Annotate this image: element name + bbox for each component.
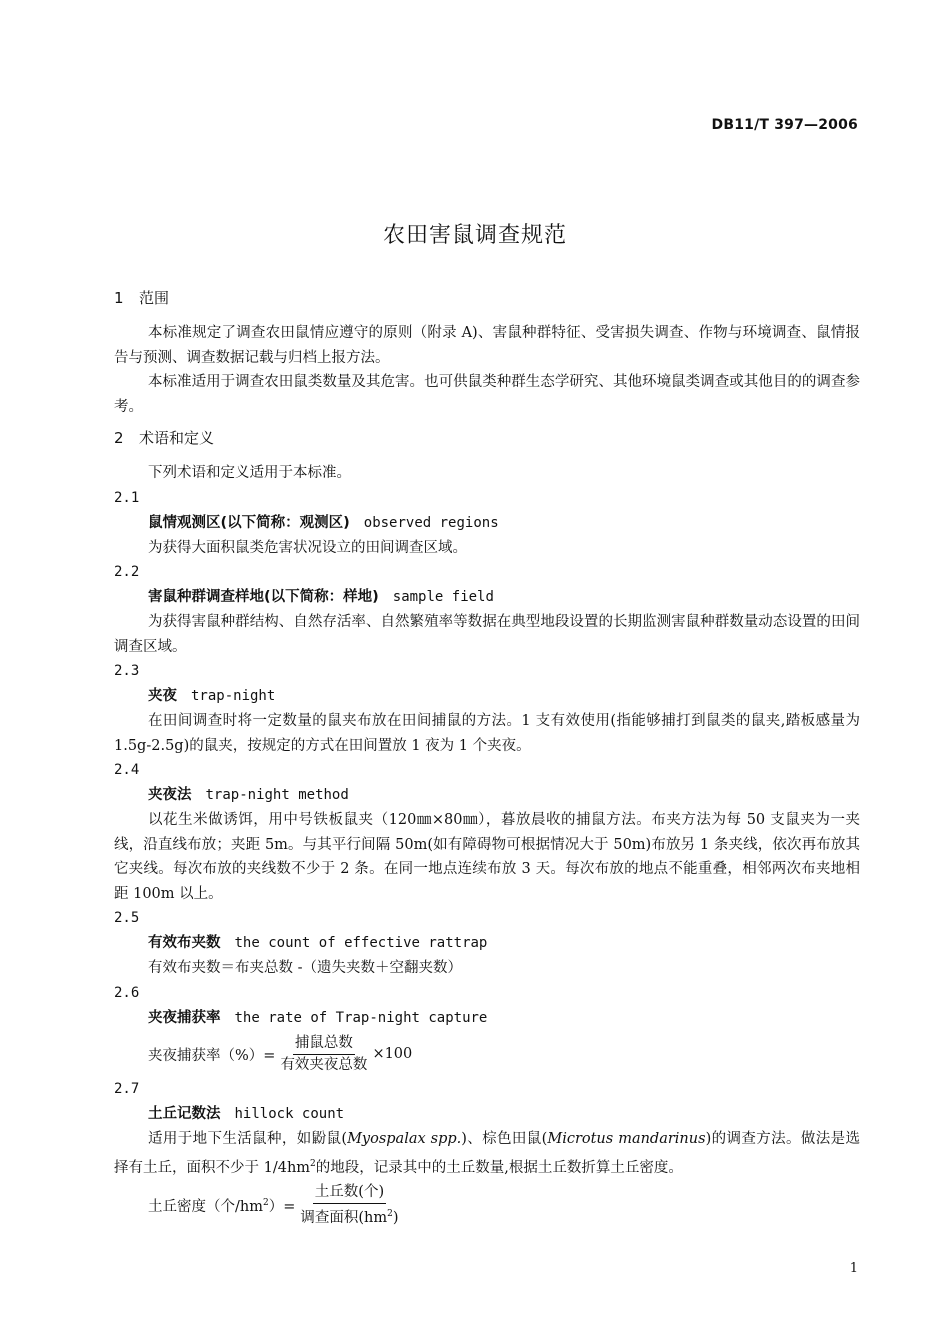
term-heading: [114, 684, 860, 709]
fraction: [298, 1183, 400, 1228]
term-zh: 夹夜法: [148, 787, 192, 803]
fraction-denominator: 调查面积$(hm^2)$: [300, 1209, 399, 1227]
hillock-density-formula: [114, 1180, 860, 1232]
section-title: 术语和定义: [139, 429, 215, 447]
section-number: 1: [114, 289, 124, 307]
term-zh: 有效布夹数: [148, 935, 221, 951]
term-zh: 土丘记数法: [148, 1106, 221, 1122]
term-zh: 夹夜捕获率: [148, 1010, 221, 1026]
term-number: 2.3: [114, 663, 140, 679]
term-definition: 以花生米做诱饵，用中号铁板鼠夹（120㎜×80㎜），暮放晨收的捕鼠方法。布夹方法为每 50 支鼠夹为一夹线，沿直线布放；夹距 5m。与其平行间隔 50m(如有障碍物可根据情况大于 50m)布放另 1 条夹线，依次再布放其它夹线。每次布放的夹线数不少于 2 条。在同一地点连续布放 3 天。每次布放的地点不能重叠，相邻两次布夹地相距 100m 以上。: [114, 812, 860, 902]
section-number: 2: [114, 429, 124, 447]
term-zh: 害鼠种群调查样地(以下简称：样地): [148, 589, 379, 605]
page-number: 1: [849, 1261, 858, 1276]
formula-left: 土丘密度（个$/hm^2)=$: [148, 1198, 296, 1216]
term-en: sample field: [392, 589, 494, 605]
term-number: 2.2: [114, 564, 140, 580]
term-heading: [114, 783, 860, 808]
term-en: trap-night method: [205, 787, 349, 803]
fraction-numerator: 捕鼠总数: [293, 1034, 355, 1055]
term-heading: [114, 931, 860, 956]
species-name: Microtus mandarinus: [547, 1131, 706, 1147]
term-en: hillock count: [234, 1106, 345, 1122]
term-number: 2.4: [114, 762, 140, 778]
fraction: [278, 1034, 369, 1075]
term-zh: 鼠情观测区(以下简称：观测区): [148, 514, 350, 531]
term-heading: [114, 1102, 860, 1127]
term-number: 2.6: [114, 985, 140, 1001]
term-en: the count of effective rattrap: [234, 935, 488, 951]
section-1-heading: [114, 287, 860, 309]
term-en: the rate of Trap-night capture: [234, 1010, 488, 1026]
term-heading: [114, 511, 860, 536]
paragraph: 本标准规定了调查农田鼠情应遵守的原则（附录 A)、害鼠种群特征、受害损失调查、作物与环境调查、鼠情报告与预测、调查数据记载与归档上报方法。: [114, 325, 860, 366]
term-number: 2.5: [114, 910, 140, 926]
term-zh: 夹夜: [148, 688, 177, 704]
term-number: 2.1: [114, 489, 140, 506]
term-definition: 在田间调查时将一定数量的鼠夹布放在田间捕鼠的方法。1 支有效使用(指能够捕打到鼠类的鼠夹,踏板感量为 1.5g-2.5g)的鼠夹，按规定的方式在田间置放 1 夜为 1 个夹夜。: [114, 713, 860, 754]
term-number: 2.7: [114, 1081, 140, 1097]
term-definition: 为获得大面积鼠类危害状况设立的田间调查区域。: [148, 539, 467, 556]
term-heading: [114, 585, 860, 610]
formula: 有效布夹数＝布夹总数 -（遗失夹数＋空翻夹数）: [148, 960, 463, 976]
section-2-heading: [114, 427, 860, 449]
term-en: observed regions: [363, 514, 499, 531]
capture-rate-formula: [114, 1031, 860, 1077]
standard-code: DB11/T 397—2006: [711, 117, 858, 133]
document-body: [114, 287, 860, 1232]
paragraph: 本标准适用于调查农田鼠类数量及其危害。也可供鼠类种群生态学研究、其他环境鼠类调查或其他目的的调查参考。: [114, 374, 860, 415]
term-definition: 为获得害鼠种群结构、自然存活率、自然繁殖率等数据在典型地段设置的长期监测害鼠种群数量动态设置的田间调查区域。: [114, 614, 860, 655]
formula-left: 夹夜捕获率（%）=: [148, 1047, 276, 1064]
fraction-denominator: 有效夹夜总数: [280, 1056, 368, 1073]
term-definition: 适用于地下生活鼠种，如鼢鼠(Myospalax spp.)、棕色田鼠(Microtus mandarinus)的调查方法。做法是选择有土丘，面积不少于 $1/4hm^2$的地段，记录其中的土丘数量,根据土丘数折算土丘密度。: [114, 1131, 860, 1176]
species-name: Myospalax spp.: [347, 1131, 462, 1147]
paragraph: 下列术语和定义适用于本标准。: [148, 465, 351, 481]
formula-right: ×100: [372, 1046, 413, 1062]
section-title: 范围: [139, 289, 170, 307]
fraction-numerator: 土丘数(个): [313, 1183, 386, 1204]
document-title: 农田害鼠调查规范: [382, 223, 567, 248]
term-heading: [114, 1006, 860, 1031]
term-en: trap-night: [191, 688, 276, 704]
